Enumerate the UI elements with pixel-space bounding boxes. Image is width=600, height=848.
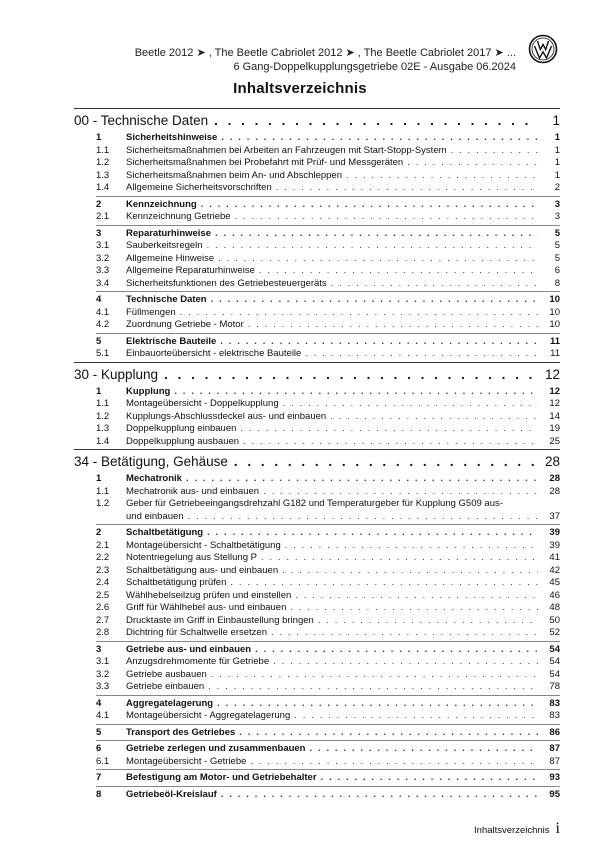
item-page-number: 11: [550, 348, 560, 359]
item-number: 1.1: [96, 144, 110, 156]
section-title: Transport des Getriebes: [126, 726, 236, 738]
dot-leader: [243, 436, 538, 449]
item-title: Allgemeine Sicherheitsvorschriften: [126, 182, 272, 193]
item-page-number: 1: [554, 157, 560, 168]
section-divider: [96, 641, 560, 642]
section-divider: [96, 333, 560, 334]
dot-leader: [221, 132, 538, 145]
section-page-number: 12: [549, 385, 560, 397]
section-page-number: 5: [554, 227, 560, 239]
section-divider: [96, 740, 560, 741]
dot-leader: [180, 307, 538, 320]
item-number: 2.1: [96, 539, 110, 551]
chapter-rule: [74, 108, 560, 109]
header-vehicle-models: Beetle 2012 ➤ , The Beetle Cabriolet 2012 ➤ , The Beetle Cabriolet 2017 ➤ ...: [134, 47, 516, 59]
item-title: Drucktaste im Griff in Einbaustellung bringen: [126, 614, 314, 626]
dot-leader: [207, 240, 538, 253]
section-divider: [96, 196, 560, 197]
item-page-number: 54: [549, 668, 560, 680]
item-page-number: 3: [554, 211, 560, 222]
footer-page-number: i: [555, 820, 560, 837]
chapter-title: 00 - Technische Daten: [74, 113, 209, 128]
dot-leader: [273, 656, 538, 669]
dot-leader: [201, 199, 538, 212]
chapter-title: 34 - Betätigung, Gehäuse: [74, 454, 228, 469]
section-number: 2: [96, 527, 102, 538]
section-title: Sicherheitshinweise: [126, 132, 218, 143]
dot-leader: [188, 511, 538, 524]
section-title: Befestigung am Motor- und Getriebehalter: [126, 772, 317, 783]
toc-chapter: [74, 108, 560, 362]
dot-leader: [186, 473, 538, 486]
item-number: 2.2: [96, 552, 110, 563]
toc-item-row[interactable]: [74, 486, 560, 499]
chapter-rule: [74, 449, 560, 450]
item-number: 2.4: [96, 577, 110, 588]
item-title: Montageübersicht - Schaltbetätigung: [126, 539, 281, 551]
dot-leader: [250, 756, 538, 769]
dot-leader: [283, 398, 538, 411]
dot-leader: [174, 386, 538, 399]
item-page-number: 5: [554, 252, 560, 264]
dot-leader: [321, 772, 538, 785]
item-number: 1.4: [96, 435, 110, 447]
section-number: 1: [96, 132, 102, 143]
item-page-number: 50: [549, 614, 560, 626]
item-page-number: 6: [554, 265, 560, 276]
section-divider: [96, 524, 560, 525]
dot-leader: [290, 602, 538, 615]
toc-item-row[interactable]: [74, 602, 560, 615]
item-page-number: 54: [549, 656, 560, 667]
section-number: 3: [96, 643, 102, 655]
section-title: Kennzeichnung: [126, 198, 197, 210]
item-title: Sicherheitsfunktionen des Getriebesteuergeräts: [126, 277, 327, 289]
dot-leader: [294, 710, 538, 723]
item-number: 1.1: [96, 485, 110, 497]
toc-item-row[interactable]: [74, 669, 560, 682]
toc-item-row[interactable]: [74, 170, 560, 183]
toc-chapter: [74, 449, 560, 802]
item-number: 2.8: [96, 627, 110, 638]
dot-leader: [221, 789, 538, 802]
item-page-number: 78: [549, 681, 560, 692]
item-number: 5.1: [96, 348, 110, 359]
item-title: Getriebe einbauen: [126, 681, 205, 692]
toc-section-row[interactable]: [74, 228, 560, 241]
toc-item-row[interactable]: [74, 278, 560, 291]
section-title: Schaltbetätigung: [126, 527, 204, 538]
item-title: Schaltbetätigung aus- und einbauen: [126, 564, 279, 576]
item-title: Dichtring für Schaltwelle ersetzen: [126, 627, 267, 638]
toc-section-row[interactable]: [74, 743, 560, 756]
section-page-number: 93: [549, 772, 560, 783]
toc-section-row[interactable]: [74, 727, 560, 740]
item-title: Zuordnung Getriebe - Motor: [126, 319, 244, 330]
item-page-number: 39: [549, 539, 560, 551]
item-title: Anzugsdrehmomente für Getriebe: [126, 656, 270, 667]
toc-item-row[interactable]: [74, 565, 560, 578]
item-title: Griff für Wählhebel aus- und einbauen: [126, 602, 287, 613]
chapter-title: 30 - Kupplung: [74, 366, 159, 382]
toc-item-row[interactable]: [74, 540, 560, 553]
dot-leader: [248, 319, 538, 332]
dot-leader: [271, 627, 538, 640]
dot-leader: [207, 527, 538, 540]
toc-chapter-row[interactable]: [74, 113, 560, 130]
section-title: Kupplung: [126, 385, 171, 397]
toc-item-row[interactable]: [74, 498, 560, 511]
item-number: 3.2: [96, 252, 110, 264]
item-page-number: 83: [549, 710, 560, 721]
dot-leader: [330, 411, 538, 424]
toc-item-row[interactable]: [74, 423, 560, 436]
item-title: Mechatronik aus- und einbauen: [126, 485, 260, 497]
item-number: 3.1: [96, 240, 110, 251]
toc-item-row[interactable]: [74, 265, 560, 278]
item-page-number: 42: [549, 564, 560, 576]
header-transmission-edition: 6 Gang-Doppelkupplungsgetriebe 02E - Ausgabe 06.2024: [233, 61, 516, 73]
dot-leader: [407, 157, 538, 170]
item-number: 3.4: [96, 277, 110, 289]
dot-leader: [318, 615, 538, 628]
item-title: Sicherheitsmaßnahmen beim An- und Abschleppen: [126, 169, 342, 181]
item-page-number: 10: [549, 306, 560, 318]
dot-leader: [310, 743, 539, 756]
dot-leader: [331, 278, 538, 291]
item-title: Montageübersicht - Doppelkupplung: [126, 398, 279, 409]
section-page-number: 1: [554, 132, 560, 143]
toc-item-row[interactable]: [74, 411, 560, 424]
item-page-number: 12: [549, 398, 560, 409]
toc-item-row[interactable]: [74, 182, 560, 195]
section-page-number: 86: [549, 726, 560, 738]
section-divider: [96, 225, 560, 226]
item-number: 1.3: [96, 169, 110, 181]
section-number: 4: [96, 697, 102, 709]
item-number: 6.1: [96, 755, 110, 767]
toc-item-row[interactable]: [74, 552, 560, 565]
toc-section-row[interactable]: [74, 698, 560, 711]
toc-section-row[interactable]: [74, 199, 560, 212]
dot-leader: [220, 336, 538, 349]
item-page-number: 19: [549, 423, 560, 434]
table-of-contents: [74, 108, 560, 802]
toc-item-row[interactable]: [74, 436, 560, 449]
toc-item-row[interactable]: [74, 656, 560, 669]
dot-leader: [235, 211, 538, 224]
dot-leader: [215, 228, 538, 241]
item-title: Doppelkupplung ausbauen: [126, 435, 240, 447]
dot-leader: [259, 265, 538, 278]
toc-item-row[interactable]: [74, 253, 560, 266]
item-page-number: 2: [554, 182, 560, 193]
section-number: 8: [96, 788, 102, 800]
item-page-number: 28: [549, 485, 560, 497]
item-title: Notentriegelung aus Stellung P: [126, 552, 257, 563]
item-number: 3.2: [96, 668, 110, 680]
section-page-number: 95: [549, 788, 560, 800]
section-number: 2: [96, 198, 102, 210]
dot-leader: [211, 294, 538, 307]
item-title: Allgemeine Hinweise: [126, 252, 215, 264]
toc-section-row[interactable]: [74, 772, 560, 785]
dot-leader: [164, 367, 536, 382]
item-page-number: 1: [554, 169, 560, 181]
item-title: Montageübersicht - Aggregatelagerung: [126, 710, 291, 721]
item-number: 2.5: [96, 589, 110, 601]
item-number: 2.7: [96, 614, 110, 626]
section-page-number: 87: [549, 743, 560, 754]
item-page-number: 10: [549, 319, 560, 330]
section-title: Mechatronik: [126, 473, 182, 484]
dot-leader: [230, 577, 538, 590]
section-title: Elektrische Bauteile: [126, 335, 217, 347]
dot-leader: [346, 170, 538, 183]
item-number: 4.2: [96, 319, 110, 330]
section-page-number: 10: [549, 294, 560, 305]
toc-item-row[interactable]: [74, 577, 560, 590]
dot-leader: [218, 253, 538, 266]
item-title: Sauberkeitsregeln: [126, 240, 203, 251]
item-number: 2.6: [96, 602, 110, 613]
toc-item-row[interactable]: [74, 307, 560, 320]
item-number: 1.3: [96, 423, 110, 434]
section-divider: [96, 786, 560, 787]
section-page-number: 54: [549, 643, 560, 655]
chapter-rule: [74, 362, 560, 363]
toc-item-row[interactable]: [74, 157, 560, 170]
item-number: 2.3: [96, 564, 110, 576]
item-title-continued: und einbauen: [126, 510, 184, 522]
toc-item-row-continued[interactable]: [74, 511, 560, 524]
dot-leader: [276, 182, 538, 195]
section-divider: [96, 724, 560, 725]
item-title: Schaltbetätigung prüfen: [126, 577, 227, 588]
item-number: 4.1: [96, 710, 110, 721]
dot-leader: [211, 669, 538, 682]
item-number: 1.1: [96, 398, 110, 409]
item-page-number: 45: [549, 577, 560, 588]
item-title: Allgemeine Reparaturhinweise: [126, 265, 255, 276]
item-title: Kupplungs-Abschlussdeckel aus- und einbauen: [126, 410, 327, 422]
section-number: 1: [96, 385, 102, 397]
chapter-page-number: 1: [552, 113, 560, 128]
item-number: 3.3: [96, 681, 110, 692]
toc-section-row[interactable]: [74, 386, 560, 399]
section-number: 5: [96, 335, 102, 347]
item-page-number: 37: [549, 510, 560, 522]
toc-chapter-row[interactable]: [74, 454, 560, 471]
toc-section-row[interactable]: [74, 644, 560, 657]
item-number: 4.1: [96, 306, 110, 318]
section-divider: [96, 769, 560, 770]
item-number: 1.2: [96, 157, 110, 168]
section-page-number: 39: [549, 527, 560, 538]
item-title: Sicherheitsmaßnahmen bei Arbeiten an Fahrzeugen mit Start-Stopp-System: [126, 144, 447, 156]
dot-leader: [451, 145, 538, 158]
section-page-number: 3: [554, 198, 560, 210]
dot-leader: [285, 540, 538, 553]
section-title: Technische Daten: [126, 294, 207, 305]
dot-leader: [217, 698, 538, 711]
dot-leader: [295, 590, 538, 603]
toc-chapter-row[interactable]: [74, 367, 560, 384]
item-number: 3.1: [96, 656, 110, 667]
section-title: Aggregatelagerung: [126, 697, 214, 709]
vw-logo-icon: [528, 34, 558, 64]
section-title: Getriebe aus- und einbauen: [126, 643, 252, 655]
item-page-number: 48: [549, 602, 560, 613]
section-number: 4: [96, 294, 102, 305]
item-page-number: 41: [549, 552, 560, 563]
toc-item-row[interactable]: [74, 319, 560, 332]
item-title: Montageübersicht - Getriebe: [126, 755, 247, 767]
item-number: 1.2: [96, 410, 110, 422]
item-title: Füllmengen: [126, 306, 176, 318]
section-divider: [96, 291, 560, 292]
toc-chapter: [74, 362, 560, 450]
dot-leader: [282, 565, 538, 578]
toc-section-row[interactable]: [74, 294, 560, 307]
toc-section-row[interactable]: [74, 789, 560, 802]
section-number: 5: [96, 726, 102, 738]
toc-item-row[interactable]: [74, 756, 560, 769]
item-page-number: 52: [549, 627, 560, 638]
toc-item-row[interactable]: [74, 211, 560, 224]
item-page-number: 87: [549, 755, 560, 767]
item-title: Geber für Getriebeeingangsdrehzahl G182 und Temperaturgeber für Kupplung G509 aus-: [126, 498, 503, 509]
item-number: 1.4: [96, 182, 110, 193]
item-number: 2.1: [96, 211, 110, 222]
item-title: Wählhebelseilzug prüfen und einstellen: [126, 589, 292, 601]
item-page-number: 25: [549, 435, 560, 447]
section-number: 6: [96, 743, 102, 754]
section-number: 1: [96, 473, 102, 484]
toc-section-row[interactable]: [74, 336, 560, 349]
section-divider: [96, 695, 560, 696]
dot-leader: [208, 681, 538, 694]
toc-item-row[interactable]: [74, 348, 560, 361]
section-title: Getriebeöl-Kreislauf: [126, 788, 217, 800]
page-title: Inhaltsverzeichnis: [233, 80, 367, 97]
toc-section-row[interactable]: [74, 527, 560, 540]
toc-item-row[interactable]: [74, 681, 560, 694]
dot-leader: [305, 348, 538, 361]
toc-section-row[interactable]: [74, 132, 560, 145]
dot-leader: [234, 454, 536, 469]
chapter-page-number: 28: [544, 454, 560, 469]
item-title: Einbauorteübersicht - elektrische Bauteile: [126, 348, 302, 359]
footer-label: Inhaltsverzeichnis: [474, 825, 550, 836]
dot-leader: [255, 644, 538, 657]
item-page-number: 5: [554, 240, 560, 251]
section-number: 3: [96, 227, 102, 239]
document-header: [56, 46, 516, 74]
toc-item-row[interactable]: [74, 615, 560, 628]
item-number: 3.3: [96, 265, 110, 276]
item-page-number: 14: [549, 410, 560, 422]
section-page-number: 11: [549, 335, 560, 347]
toc-item-row[interactable]: [74, 710, 560, 723]
item-title: Kennzeichnung Getriebe: [126, 211, 231, 222]
dot-leader: [261, 552, 538, 565]
item-title: Getriebe ausbauen: [126, 668, 207, 680]
dot-leader: [263, 486, 538, 499]
dot-leader: [240, 423, 538, 436]
page-footer: [474, 820, 560, 838]
toc-item-row[interactable]: [74, 145, 560, 158]
toc-item-row[interactable]: [74, 627, 560, 640]
section-page-number: 83: [549, 697, 560, 709]
section-title: Reparaturhinweise: [126, 227, 211, 239]
section-page-number: 28: [549, 473, 560, 484]
toc-item-row[interactable]: [74, 240, 560, 253]
toc-item-row[interactable]: [74, 590, 560, 603]
item-page-number: 46: [549, 589, 560, 601]
item-title: Doppelkupplung einbauen: [126, 423, 237, 434]
section-number: 7: [96, 772, 102, 783]
dot-leader: [214, 113, 536, 128]
item-title: Sicherheitsmaßnahmen bei Probefahrt mit Prüf- und Messgeräten: [126, 157, 404, 168]
chapter-page-number: 12: [544, 366, 560, 382]
toc-section-row[interactable]: [74, 473, 560, 486]
section-title: Getriebe zerlegen und zusammenbauen: [126, 743, 306, 754]
item-page-number: 1: [554, 144, 560, 156]
item-page-number: 8: [554, 277, 560, 289]
item-number: 1.2: [96, 498, 110, 509]
dot-leader: [239, 727, 538, 740]
toc-item-row[interactable]: [74, 398, 560, 411]
